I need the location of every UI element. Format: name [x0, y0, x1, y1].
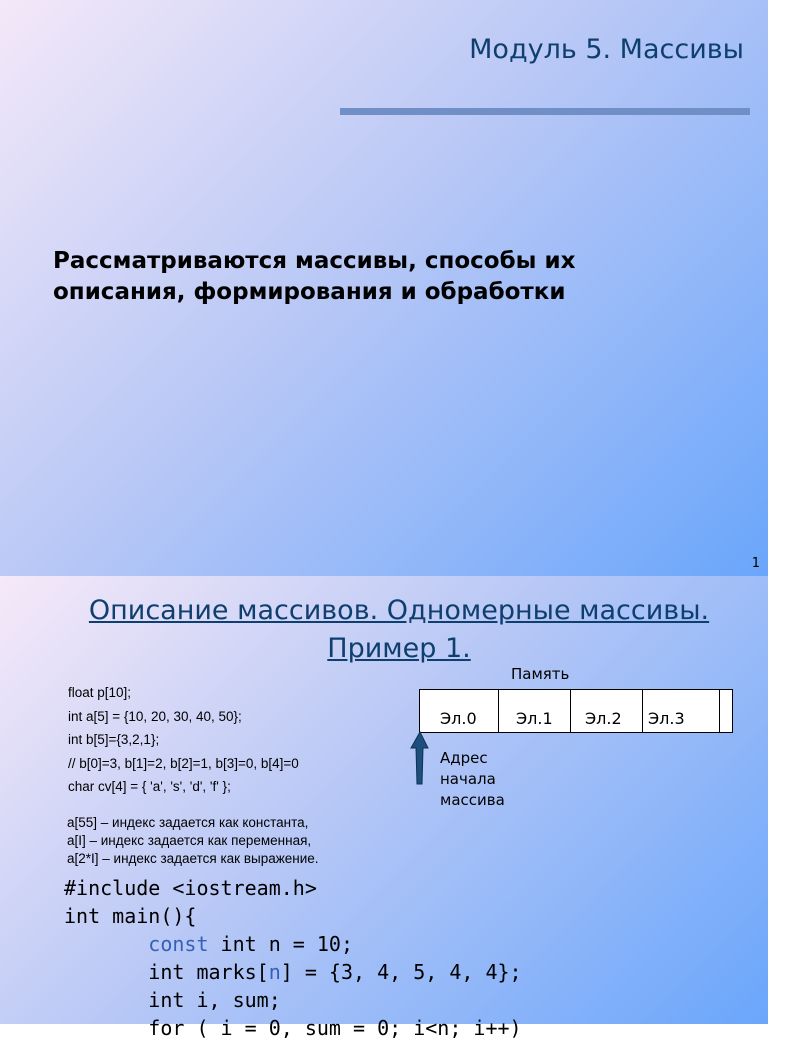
code-text: for ( i = 0, sum = 0; i<n; i++) — [148, 1016, 522, 1040]
address-line-3: массива — [440, 791, 505, 809]
memory-cell-0: Эл.0 — [440, 709, 477, 728]
note-line: a[I] – индекс задается как переменная, — [67, 833, 312, 848]
slide-title: Модуль 5. Массивы — [469, 34, 744, 65]
cell-divider — [719, 690, 720, 732]
index-notes — [67, 814, 319, 868]
slide-body-text — [53, 246, 733, 308]
memory-cell-3: Эл.3 — [648, 709, 685, 728]
code-text: int n = 10; — [208, 932, 354, 956]
declaration-line: int a[5] = {10, 20, 30, 40, 50}; — [68, 708, 242, 724]
memory-label: Память — [511, 665, 570, 683]
body-line-1: Рассматриваются массивы, способы их — [53, 248, 576, 274]
code-line-1: #include <iostream.h> — [64, 876, 317, 900]
code-line-3 — [64, 930, 522, 958]
arrow-up-icon — [408, 730, 432, 786]
title-line-2: Пример 1. — [327, 633, 471, 664]
code-text: ] = {3, 4, 5, 4, 4}; — [280, 960, 522, 984]
code-text: int marks[ — [148, 960, 269, 984]
code-text: int i, sum; — [148, 988, 281, 1012]
memory-cell-2: Эл.2 — [585, 709, 622, 728]
declaration-line: float p[10]; — [68, 685, 132, 700]
cell-divider — [570, 690, 571, 732]
note-line: a[55] – индекс задается как константа, — [67, 815, 309, 830]
title-underline-rule — [340, 108, 750, 115]
array-start-address-label — [440, 748, 540, 811]
slide-2 — [0, 576, 768, 1040]
declaration-line: char cv[4] = { 'a', 's', 'd', 'f' }; — [68, 779, 231, 794]
memory-cell-1: Эл.1 — [516, 709, 553, 728]
code-line-6 — [64, 1014, 522, 1042]
slide-title — [0, 592, 798, 668]
declaration-examples — [68, 681, 299, 799]
cell-divider — [498, 690, 499, 732]
cell-divider — [642, 690, 643, 732]
body-line-2: описания, формирования и обработки — [53, 279, 566, 305]
code-line-4 — [64, 958, 522, 986]
title-line-1: Описание массивов. Одномерные массивы. — [88, 595, 710, 626]
page-number: 1 — [751, 556, 760, 571]
code-listing — [64, 874, 522, 1042]
address-line-1: Адрес — [440, 749, 488, 767]
address-line-2: начала — [440, 770, 496, 788]
code-line-5 — [64, 986, 522, 1014]
code-line-2: int main(){ — [64, 904, 197, 928]
keyword-const: const — [148, 932, 209, 956]
note-line: a[2*I] – индекс задается как выражение. — [67, 851, 319, 866]
identifier-n: n — [268, 960, 281, 984]
declaration-line: int b[5]={3,2,1}; — [68, 732, 160, 747]
declaration-line: // b[0]=3, b[1]=2, b[2]=1, b[3]=0, b[4]=0 — [68, 755, 299, 771]
memory-diagram — [419, 689, 733, 733]
